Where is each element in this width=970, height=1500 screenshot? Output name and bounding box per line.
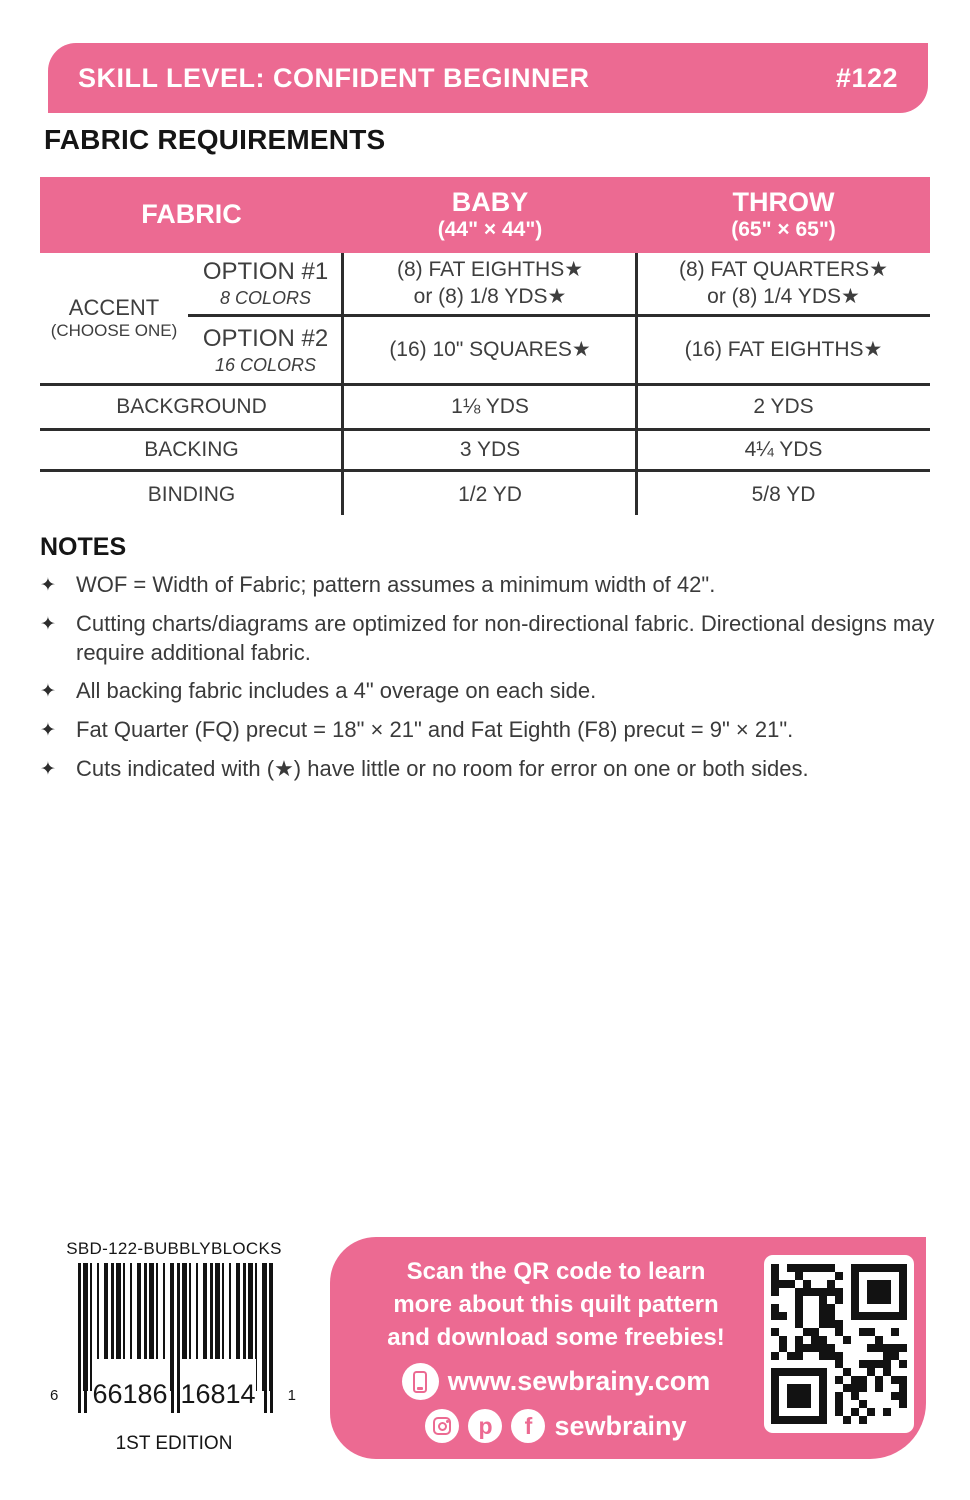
option1-baby-cell: (8) FAT EIGHTHS★ or (8) 1/8 YDS★ [343,253,637,317]
barcode [50,1263,296,1415]
promo-text-line2: more about this quilt pattern [393,1291,719,1318]
barcode-digit-left: 6 [50,1387,59,1404]
column-divider [635,253,638,515]
promo-box [330,1237,926,1459]
star-bullet-icon: ✦ [40,759,56,780]
skill-level-bar [48,43,928,113]
note-item [40,754,935,784]
row-throw-value: 4¼ YDS [744,438,823,461]
star-bullet-icon: ✦ [40,575,56,596]
social-handle: sewbrainy [554,1410,687,1441]
row-baby-value: 1⅛ YDS [451,395,529,418]
accent-label-cell: ACCENT (CHOOSE ONE) [50,294,178,340]
note-text: Cutting charts/diagrams are optimized for non-directional fabric. Directional designs may require additional fabric. [76,611,935,665]
note-text: Cuts indicated with (★) have little or no room for error on one or both sides. [76,756,809,781]
row-throw-value: 2 YDS [753,395,814,418]
note-text: Fat Quarter (FQ) precut = 18" × 21" and Fat Eighth (F8) precut = 9" × 21". [76,717,794,742]
qr-code [764,1255,914,1433]
skill-level-label: SKILL LEVEL: CONFIDENT BEGINNER [78,62,590,93]
social-row [346,1409,766,1443]
table-body [40,253,930,518]
row-baby-value: 1/2 YD [458,483,522,506]
fabric-requirements-title: FABRIC REQUIREMENTS [44,124,386,155]
column-header-fabric: FABRIC [141,199,242,230]
promo-text-line1: Scan the QR code to learn [406,1258,706,1285]
fabric-table [40,177,930,518]
star-bullet-icon: ✦ [40,720,56,741]
barcode-digits-group2: 16814 [180,1379,256,1409]
column-header-throw: THROW (65" × 65") [731,187,836,242]
barcode-digits-group1: 66186 [92,1379,168,1409]
table-header-row [40,177,930,253]
facebook-icon: f [511,1409,545,1443]
column-divider [341,253,344,515]
note-item [40,676,935,706]
sku-code: SBD-122-BUBBLYBLOCKS [66,1239,282,1258]
notes-section [40,533,935,793]
instagram-icon [425,1409,459,1443]
option1-name-cell: OPTION #1 8 COLORS [188,253,343,317]
note-text: All backing fabric includes a 4" overage on each side. [76,678,597,703]
table-row-backing [40,431,930,472]
note-item [40,715,935,745]
website-url: www.sewbrainy.com [447,1366,711,1396]
barcode-digit-right: 1 [287,1387,296,1404]
table-row-binding [40,472,930,518]
row-baby-value: 3 YDS [459,438,521,461]
qr-grid [771,1264,907,1424]
row-label: BACKGROUND [116,395,267,418]
row-label: BACKING [144,438,239,461]
website-row [346,1363,766,1400]
option2-baby-cell: (16) 10" SQUARES★ [389,337,591,361]
note-item [40,570,935,600]
promo-text-line3: and download some freebies! [387,1324,725,1351]
row-throw-value: 5/8 YD [751,483,816,506]
pinterest-icon: p [468,1409,502,1443]
table-row-background [40,386,930,431]
accent-rows [40,253,930,386]
row-label: BINDING [147,483,236,506]
note-text: WOF = Width of Fabric; pattern assumes a minimum width of 42". [76,572,716,597]
note-item [40,609,935,667]
star-bullet-icon: ✦ [40,614,56,635]
option2-throw-cell: (16) FAT EIGHTHS★ [684,337,883,361]
column-header-baby: BABY (44" × 44") [437,187,543,242]
edition-label: 1ST EDITION [115,1433,233,1454]
notes-title: NOTES [40,533,127,561]
option2-name-cell: OPTION #2 16 COLORS [202,324,329,375]
phone-icon [402,1363,439,1400]
pattern-number: #122 [835,62,898,93]
star-bullet-icon: ✦ [40,681,56,702]
option1-throw-cell: (8) FAT QUARTERS★ or (8) 1/4 YDS★ [637,253,930,317]
